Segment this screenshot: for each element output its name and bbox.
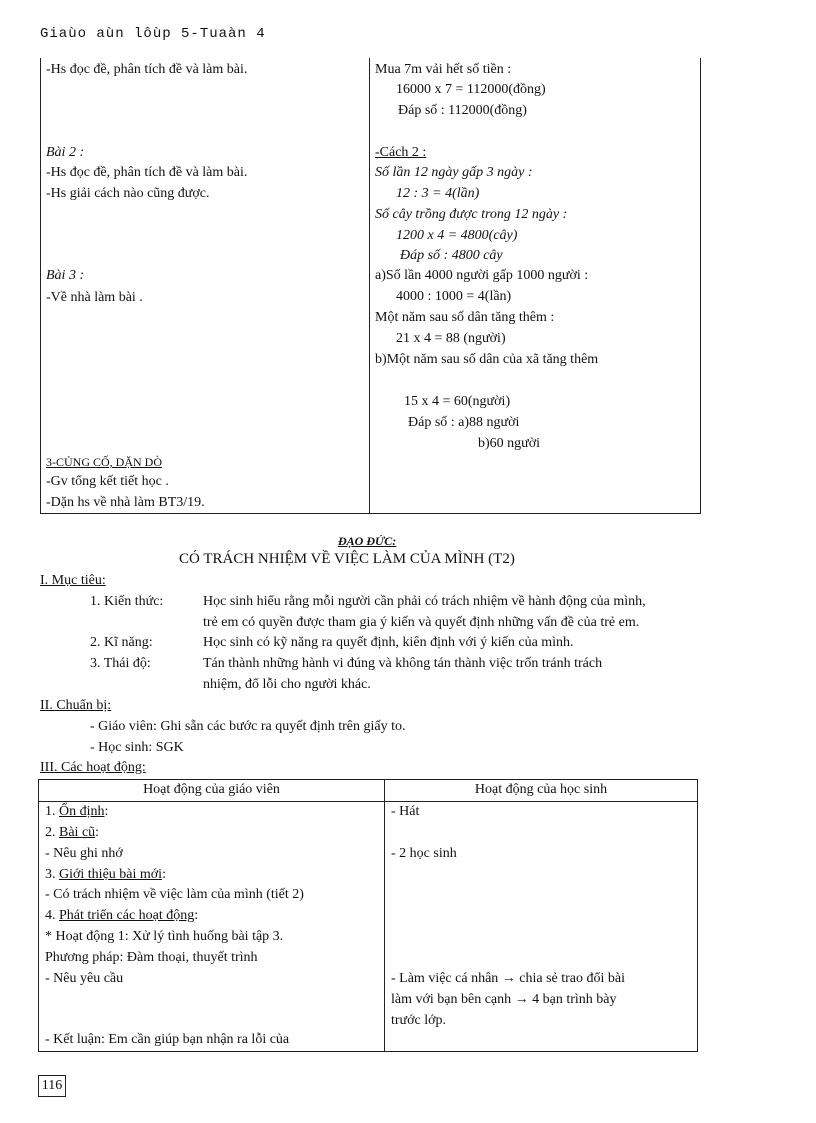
upper-right-line-16: Đáp số : a)88 người: [408, 415, 520, 430]
upper-left-line-5: -Gv tổng kết tiết học .: [46, 474, 169, 489]
upper-table-bottom-border: [40, 513, 701, 514]
upper-left-line-6: -Dặn hs về nhà làm BT3/19.: [46, 495, 205, 510]
teacher-row-3: - Nêu ghi nhớ: [45, 846, 123, 861]
muc-tieu-heading: I. Mục tiêu:: [40, 573, 106, 588]
teacher-row-7: * Hoạt động 1: Xử lý tình huống bài tập 3.: [45, 929, 284, 944]
bai-2-heading: Bài 2 :: [46, 145, 85, 160]
teacher-row-9: - Nêu yêu cầu: [45, 971, 124, 986]
student-row-5: trước lớp.: [391, 1013, 447, 1028]
lower-table-divider: [384, 779, 385, 1052]
upper-table-divider: [369, 58, 370, 513]
teacher-row-1: 1. Ổn định:: [45, 804, 109, 819]
student-row-4: làm với bạn bên cạnh → 4 bạn trình bày: [391, 992, 617, 1007]
upper-right-line-8: 1200 x 4 = 4800(cây): [396, 228, 518, 243]
student-row-2: - 2 học sinh: [391, 846, 457, 861]
kien-thuc-text-1: Học sinh hiểu rằng mỗi người cần phải có trách nhiệm về hành động của mình,: [203, 594, 646, 609]
upper-right-line-2: 16000 x 7 = 112000(đồng): [396, 82, 546, 97]
page-header: Giaùo aùn lôùp 5-Tuaàn 4: [40, 26, 266, 42]
hoat-dong-heading: III. Các hoạt động:: [40, 760, 146, 775]
upper-table-left-border: [40, 58, 41, 513]
upper-right-line-3: Đáp số : 112000(đồng): [398, 103, 527, 118]
student-row-3: - Làm việc cá nhân → chia sẻ trao đổi bài: [391, 971, 626, 986]
teacher-row-2: 2. Bài cũ:: [45, 825, 100, 840]
chuan-bi-item-1: - Giáo viên: Ghi sẵn các bước ra quyết định trên giấy to.: [90, 719, 406, 734]
upper-right-line-12: Một năm sau số dân tăng thêm :: [375, 310, 555, 325]
lower-table-top-border: [38, 779, 698, 780]
student-row-1: - Hát: [391, 804, 420, 819]
upper-left-line-4: -Về nhà làm bài .: [46, 290, 143, 305]
cung-co-heading: 3-CỦNG CỐ, DẶN DÒ: [46, 455, 162, 469]
upper-right-line-7: Số cây trồng được trong 12 ngày :: [375, 207, 568, 222]
upper-right-line-10: a)Số lần 4000 người gấp 1000 người :: [375, 268, 589, 283]
upper-right-line-11: 4000 : 1000 = 4(lần): [396, 289, 512, 304]
thai-do-text-1: Tán thành những hành vi đúng và không tán thành việc trốn tránh trách: [203, 656, 603, 671]
lower-table-right-border: [697, 779, 698, 1052]
teacher-row-10: - Kết luận: Em cần giúp bạn nhận ra lỗi của: [45, 1032, 290, 1047]
upper-left-line-2: -Hs đọc đề, phân tích đề và làm bài.: [46, 165, 248, 180]
subject-label: ĐẠO ĐỨC:: [338, 534, 397, 548]
lower-table-bottom-border: [38, 1051, 698, 1052]
upper-right-line-9: Đáp số : 4800 cây: [400, 248, 503, 263]
teacher-row-5: - Có trách nhiệm về việc làm của mình (tiết 2): [45, 887, 304, 902]
upper-right-line-14: b)Một năm sau số dân của xã tăng thêm: [375, 352, 599, 367]
teacher-row-4: 3. Giới thiệu bài mới:: [45, 867, 166, 882]
lower-table-left-border: [38, 779, 39, 1052]
upper-right-line-13: 21 x 4 = 88 (người): [396, 331, 506, 346]
lower-table-header-border: [38, 801, 698, 802]
header-teacher-activity: Hoạt động của giáo viên: [143, 782, 280, 797]
thai-do-label: 3. Thái độ:: [90, 656, 151, 671]
upper-right-line-17: b)60 người: [478, 436, 541, 451]
upper-right-line-1: Mua 7m vải hết số tiền :: [375, 62, 512, 77]
lesson-title: CÓ TRÁCH NHIỆM VỀ VIỆC LÀM CỦA MÌNH (T2): [179, 551, 515, 567]
upper-right-line-5: Số lần 12 ngày gấp 3 ngày :: [375, 165, 533, 180]
kien-thuc-label: 1. Kiến thức:: [90, 594, 164, 609]
upper-right-line-6: 12 : 3 = 4(lần): [396, 186, 480, 201]
upper-right-line-15: 15 x 4 = 60(người): [404, 394, 511, 409]
cach-2-heading: -Cách 2 :: [375, 145, 427, 160]
teacher-row-8: Phương pháp: Đàm thoại, thuyết trình: [45, 950, 258, 965]
ki-nang-text: Học sinh có kỹ năng ra quyết định, kiên định với ý kiến của mình.: [203, 635, 574, 650]
page-number: 116: [38, 1075, 66, 1097]
ki-nang-label: 2. Kĩ năng:: [90, 635, 153, 650]
chuan-bi-item-2: - Học sinh: SGK: [90, 740, 184, 755]
chuan-bi-heading: II. Chuẩn bị:: [40, 698, 112, 713]
kien-thuc-text-2: trẻ em có quyền được tham gia ý kiến và quyết định những vấn đề của trẻ em.: [203, 615, 640, 630]
upper-table-right-border: [700, 58, 701, 513]
bai-3-heading: Bài 3 :: [46, 268, 85, 283]
upper-left-line-3: -Hs giải cách nào cũng được.: [46, 186, 210, 201]
thai-do-text-2: nhiệm, đổ lỗi cho người khác.: [203, 677, 371, 692]
upper-left-line-1: -Hs đọc đề, phân tích đề và làm bài.: [46, 62, 248, 77]
header-student-activity: Hoạt động của học sinh: [474, 782, 608, 797]
teacher-row-6: 4. Phát triển các hoạt động:: [45, 908, 199, 923]
